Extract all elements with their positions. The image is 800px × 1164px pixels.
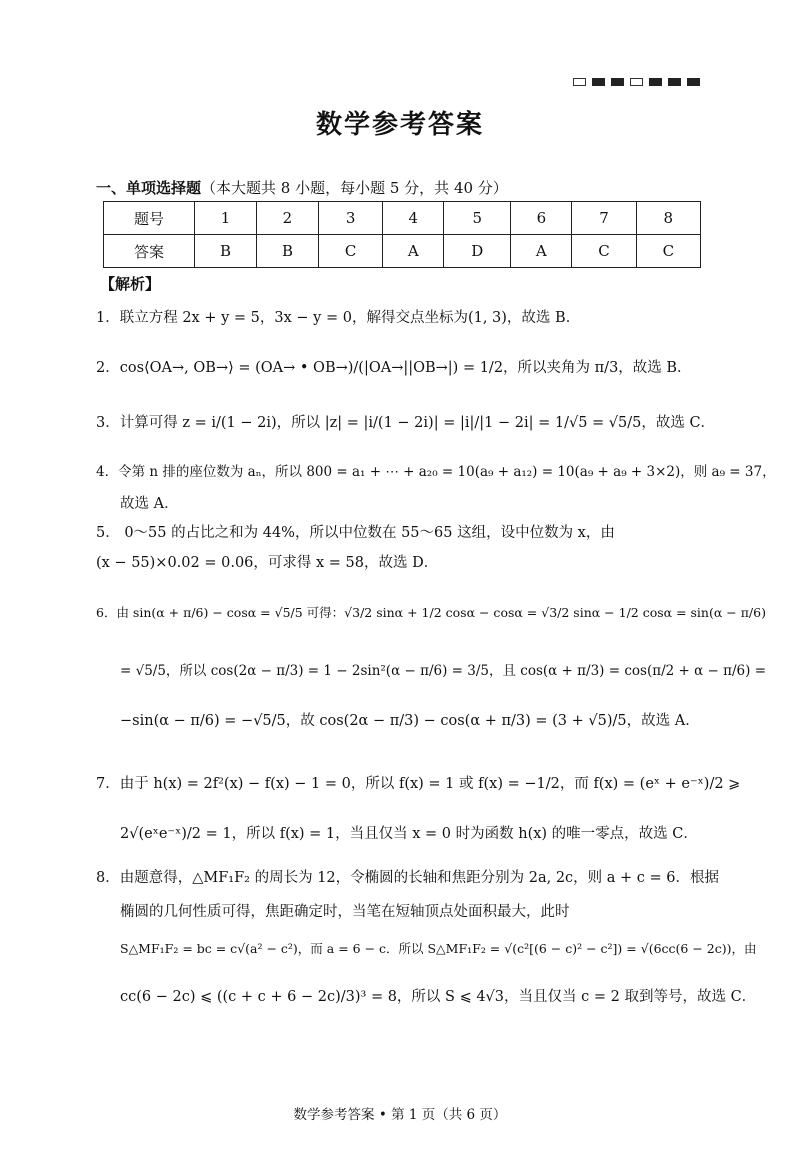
table-cell: D — [444, 235, 511, 268]
solution-line: S△MF₁F₂ = bc = c√(a² − c²)，而 a = 6 − c．所以 S△MF₁F₂ = √(c²[(6 − c)² − c²]) = √(6cc(6 − 2c))，由 — [120, 941, 757, 956]
solution-line: cc(6 − 2c) ⩽ ((c + c + 6 − 2c)/3)³ = 8，所以 S ⩽ 4√3，当且仅当 c = 2 取到等号，故选 C． — [120, 989, 757, 1005]
table-cell: B — [256, 235, 318, 268]
solution-line: 2√(eˣe⁻ˣ)/2 = 1，所以 f(x) = 1，当且仅当 x = 0 时为函数 h(x) 的唯一零点，故选 C． — [120, 826, 698, 842]
table-cell: C — [636, 235, 700, 268]
table-row — [104, 235, 701, 268]
table-cell: 4 — [383, 202, 444, 235]
solution-line: 椭圆的几何性质可得，焦距确定时，当笔在短轴顶点处面积最大，此时 — [120, 904, 570, 920]
code-box-hollow — [630, 78, 643, 86]
table-row — [104, 202, 701, 235]
solution-line: 2．cos⟨OA→, OB→⟩ = (OA→ • OB→)/(|OA→||OB→|) = 1/2，所以夹角为 π/3，故选 B． — [96, 360, 692, 376]
page-code-marks — [573, 78, 700, 86]
code-box-filled — [668, 78, 681, 86]
table-cell: 2 — [256, 202, 318, 235]
page-title: 数学参考答案 — [315, 110, 484, 140]
row-label: 题号 — [104, 202, 195, 235]
section-note: （本大题共 8 小题，每小题 5 分，共 40 分） — [201, 179, 508, 197]
solution-line: 8．由题意得，△MF₁F₂ 的周长为 12，令椭圆的长轴和焦距分别为 2a, 2c，则 a + c = 6．根据 — [96, 870, 720, 886]
table-cell: A — [511, 235, 572, 268]
page-footer: 数学参考答案 • 第 1 页（共 6 页） — [293, 1107, 507, 1123]
table-cell: B — [195, 235, 257, 268]
code-box-hollow — [573, 78, 586, 86]
table-cell: 8 — [636, 202, 700, 235]
table-cell: 3 — [318, 202, 382, 235]
solution-line: 5． 0～55 的占比之和为 44%，所以中位数在 55～65 这组，设中位数为 x，由 — [96, 525, 615, 541]
code-box-filled — [592, 78, 605, 86]
solution-line: 6．由 sin(α + π/6) − cosα = √5/5 可得：√3/2 sinα + 1/2 cosα − cosα = √3/2 sinα − 1/2 cosα = sin(α − π/6) — [96, 605, 766, 620]
code-box-filled — [687, 78, 700, 86]
table-cell: 7 — [572, 202, 636, 235]
table-cell: 6 — [511, 202, 572, 235]
table-cell: A — [383, 235, 444, 268]
analysis-label: 【解析】 — [100, 275, 161, 293]
code-box-filled — [611, 78, 624, 86]
section-heading — [96, 177, 508, 198]
table-cell: C — [572, 235, 636, 268]
section-label: 一、单项选择题 — [96, 179, 202, 197]
code-box-filled — [649, 78, 662, 86]
solution-line: 故选 A． — [120, 496, 179, 512]
solution-line: 3．计算可得 z = i/(1 − 2i)，所以 |z| = |i/(1 − 2i)| = |i|/|1 − 2i| = 1/√5 = √5/5，故选 C． — [96, 415, 716, 431]
solution-line: 4．令第 n 排的座位数为 aₙ，所以 800 = a₁ + ⋯ + a₂₀ = 10(a₉ + a₁₂) = 10(a₉ + a₉ + 3×2)，则 a₉ = 37， — [96, 464, 776, 480]
solution-line: 1．联立方程 2x + y = 5，3x − y = 0，解得交点坐标为(1, 3)，故选 B． — [96, 310, 581, 326]
row-label: 答案 — [104, 235, 195, 268]
answer-table — [103, 201, 701, 268]
solution-line: 7．由于 h(x) = 2f²(x) − f(x) − 1 = 0，所以 f(x) = 1 或 f(x) = −1/2，而 f(x) = (eˣ + e⁻ˣ)/2 ⩾ — [96, 776, 741, 792]
solution-line: (x − 55)×0.02 = 0.06，可求得 x = 58，故选 D． — [96, 555, 439, 571]
table-cell: 5 — [444, 202, 511, 235]
solution-line: = √5/5，所以 cos(2α − π/3) = 1 − 2sin²(α − π/6) = 3/5，且 cos(α + π/3) = cos(π/2 + α − π/6) = — [120, 663, 767, 679]
table-cell: C — [318, 235, 382, 268]
table-cell: 1 — [195, 202, 257, 235]
solution-line: −sin(α − π/6) = −√5/5，故 cos(2α − π/3) − cos(α + π/3) = (3 + √5)/5，故选 A． — [120, 713, 700, 729]
